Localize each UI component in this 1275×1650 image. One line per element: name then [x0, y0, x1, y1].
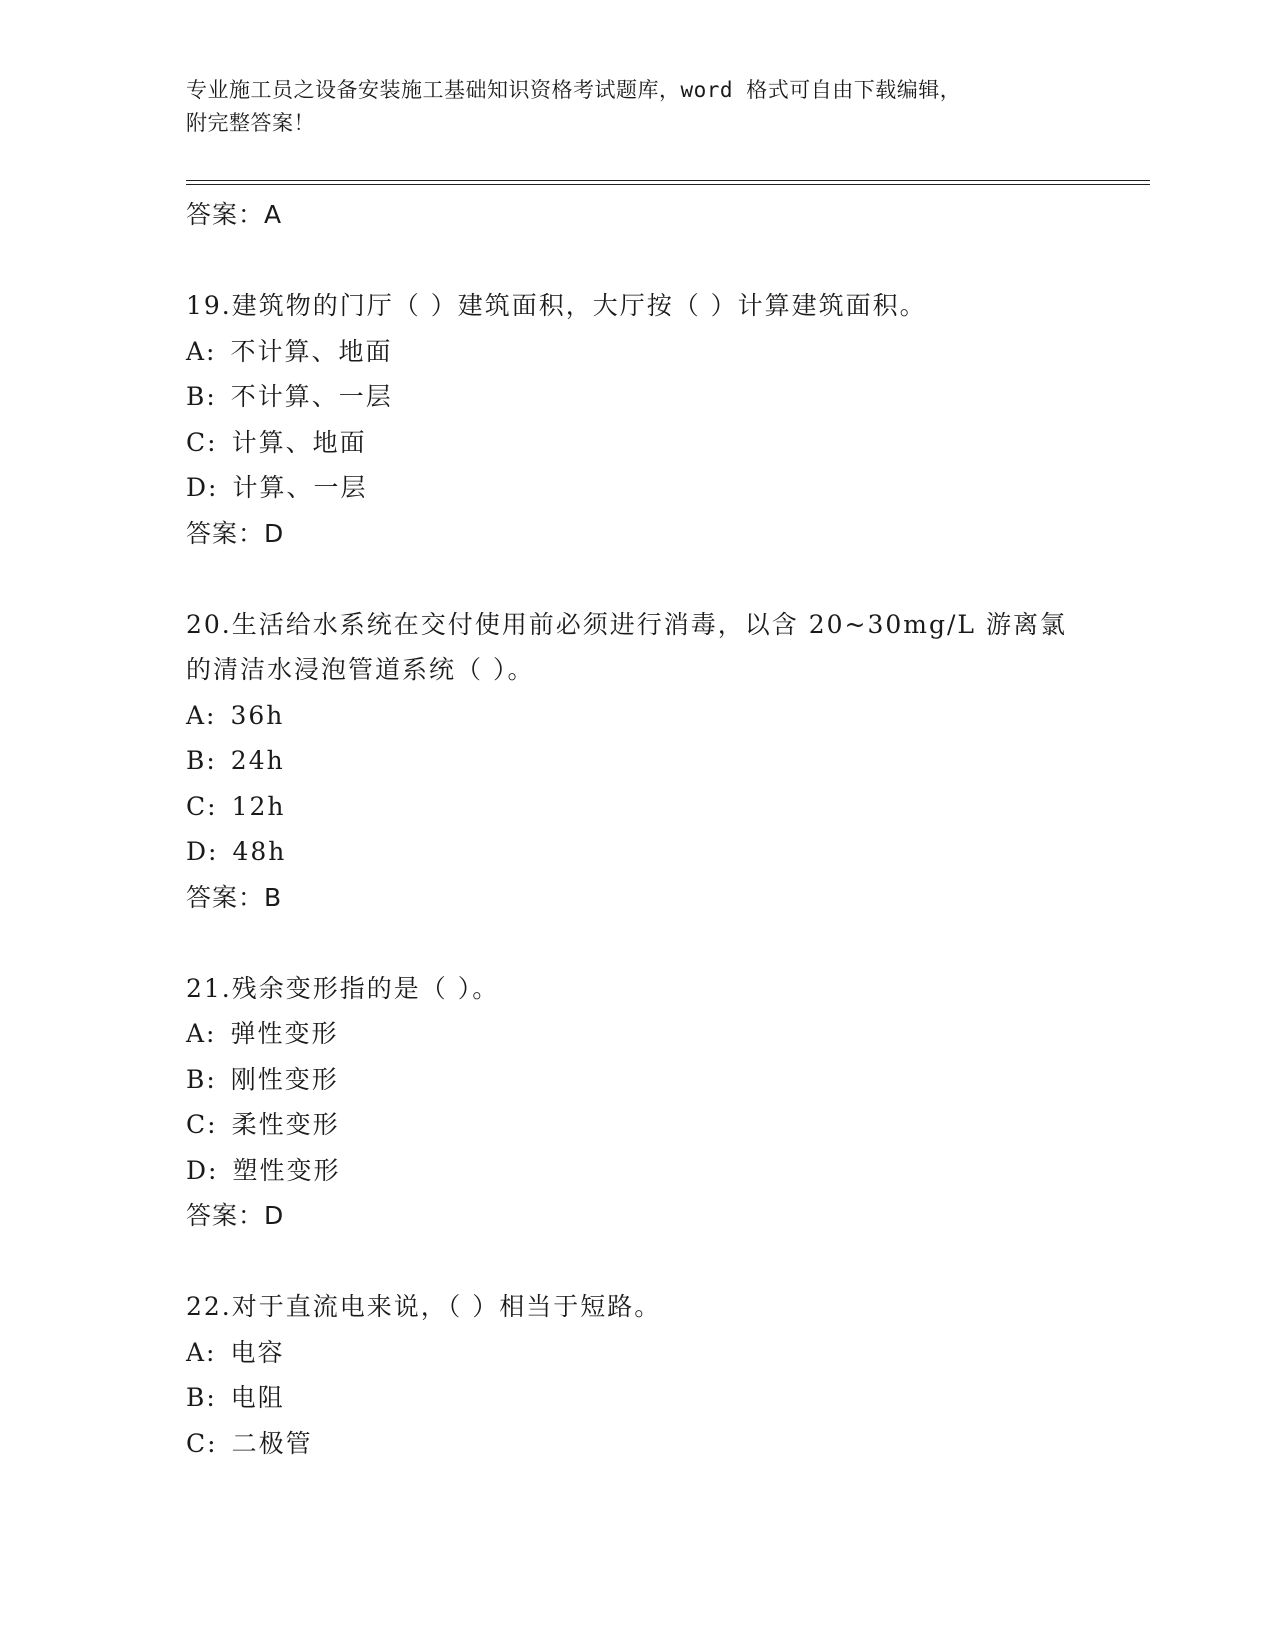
document-header	[186, 74, 1066, 140]
header-line-2: 附完整答案！	[186, 111, 315, 135]
option-item	[186, 1421, 1086, 1467]
option-key: C:	[186, 1110, 218, 1139]
question-text: 19.建筑物的门厅（ ）建筑面积，大厅按（ ）计算建筑面积。	[186, 291, 927, 320]
option-key: D:	[186, 837, 219, 866]
option-item	[186, 1148, 1086, 1194]
question-gap	[186, 238, 1086, 284]
option-text: 计算、一层	[232, 473, 368, 502]
option-key: A:	[186, 1019, 217, 1048]
question-gap	[186, 920, 1086, 966]
option-text: 刚性变形	[230, 1064, 339, 1094]
answer-line: 答案：D	[186, 1201, 285, 1230]
option-text: 塑性变形	[232, 1155, 341, 1185]
option-item	[186, 1102, 1086, 1148]
option-item	[186, 693, 1086, 739]
option-key: C:	[186, 791, 218, 821]
option-text: 不计算、一层	[230, 382, 393, 411]
option-key: B:	[186, 1383, 217, 1412]
option-item	[186, 1375, 1086, 1421]
previous-answer: 答案：A	[186, 200, 283, 229]
option-item	[186, 784, 1086, 830]
option-item	[186, 329, 1086, 375]
option-item	[186, 829, 1086, 875]
question-list	[186, 192, 1086, 1466]
option-key: A:	[186, 336, 217, 366]
question-text: 的清洁水浸泡管道系统（ ）。	[186, 655, 535, 684]
option-text: 不计算、地面	[230, 336, 393, 366]
question-text: 20.生活给水系统在交付使用前必须进行消毒，以含 20~30mg/L 游离氯	[186, 609, 1067, 639]
header-divider-top	[186, 180, 1150, 181]
answer-line: 答案：D	[186, 518, 285, 548]
option-key: C:	[186, 427, 218, 457]
header-line-1: 专业施工员之设备安装施工基础知识资格考试题库，word 格式可自由下载编辑，	[186, 78, 962, 102]
question-text: 22.对于直流电来说，（ ）相当于短路。	[186, 1292, 662, 1321]
option-key: D:	[186, 473, 219, 502]
question-block	[186, 602, 1086, 921]
option-text: 电阻	[230, 1383, 285, 1412]
option-text: 24h	[230, 746, 285, 775]
question-gap	[186, 556, 1086, 602]
option-text: 48h	[232, 837, 287, 866]
question-block	[186, 283, 1086, 556]
option-item	[186, 1011, 1086, 1057]
header-divider-bottom	[186, 184, 1150, 185]
option-text: 36h	[230, 700, 285, 730]
option-key: C:	[186, 1428, 218, 1458]
option-item	[186, 1330, 1086, 1376]
option-text: 电容	[230, 1337, 285, 1367]
question-gap	[186, 1239, 1086, 1285]
question-block	[186, 966, 1086, 1239]
option-item	[186, 374, 1086, 420]
option-item	[186, 1057, 1086, 1103]
option-item	[186, 420, 1086, 466]
option-key: A:	[186, 700, 217, 730]
question-text: 21.残余变形指的是（ ）。	[186, 973, 500, 1003]
option-key: D:	[186, 1155, 219, 1185]
option-text: 柔性变形	[231, 1110, 340, 1139]
option-text: 12h	[231, 791, 286, 821]
option-key: B:	[186, 1064, 217, 1094]
option-key: A:	[186, 1337, 217, 1367]
option-text: 二极管	[231, 1428, 313, 1458]
answer-line: 答案：B	[186, 882, 283, 912]
option-text: 弹性变形	[230, 1019, 339, 1048]
question-block	[186, 1284, 1086, 1466]
option-text: 计算、地面	[231, 427, 367, 457]
option-key: B:	[186, 746, 217, 775]
option-item	[186, 465, 1086, 511]
option-item	[186, 738, 1086, 784]
option-key: B:	[186, 382, 217, 411]
